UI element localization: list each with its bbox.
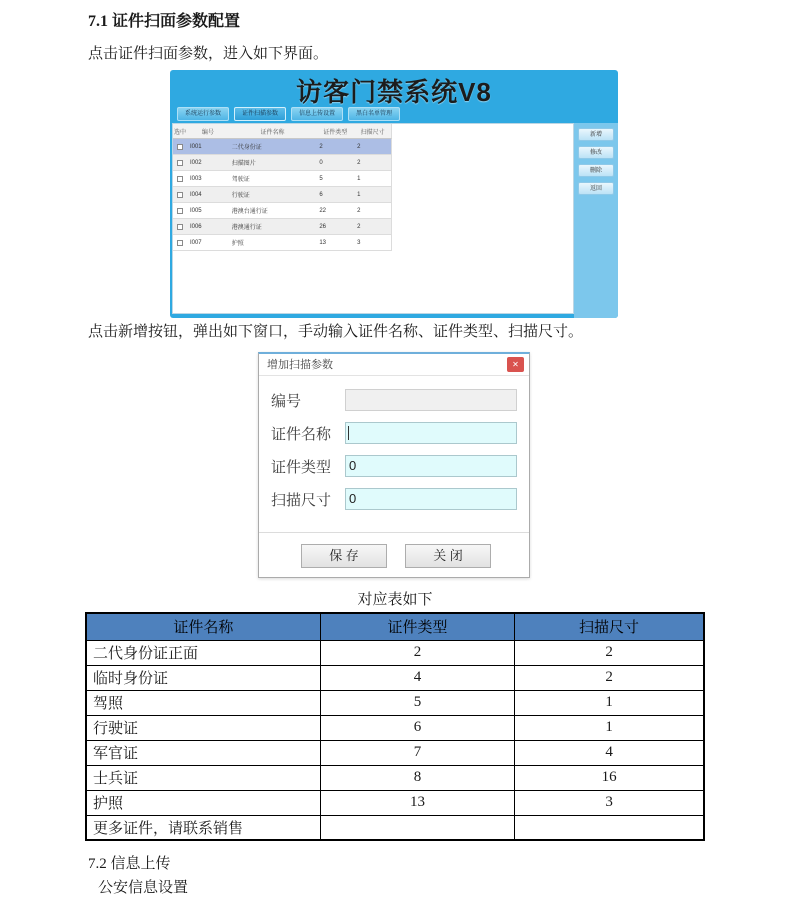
add-button[interactable]: 新增 <box>578 128 614 141</box>
table-row <box>86 665 704 690</box>
id-field <box>345 389 517 411</box>
paragraph-police-info: 公安信息设置 <box>98 880 189 896</box>
add-scan-param-dialog <box>258 352 530 578</box>
cell-name: 港澳台通行证 <box>231 209 268 215</box>
grid-header-id: 编号 <box>201 129 214 136</box>
cell-id: I005 <box>189 207 202 214</box>
dialog-title: 增加扫描参数 <box>267 359 333 371</box>
app-tab-bar <box>177 107 400 121</box>
cell-id: I004 <box>189 191 202 198</box>
cell-type: 0 <box>319 159 323 166</box>
cell-size: 1 <box>357 175 361 182</box>
table-row[interactable] <box>173 155 392 171</box>
cell-scan-size <box>515 815 704 840</box>
col-scan-size: 扫描尺寸 <box>515 613 704 640</box>
row-checkbox[interactable] <box>177 144 183 150</box>
cell-scan-size: 2 <box>515 640 704 665</box>
save-button[interactable]: 保 存 <box>301 544 387 568</box>
cell-type: 6 <box>319 191 323 198</box>
table-row[interactable] <box>173 235 392 251</box>
dialog-title-bar <box>259 354 529 376</box>
cell-cert-name: 行驶证 <box>86 715 320 740</box>
row-checkbox[interactable] <box>177 176 183 182</box>
table-row[interactable] <box>173 187 392 203</box>
cell-cert-type: 6 <box>320 715 514 740</box>
cert-type-table <box>85 612 705 841</box>
app-title: 访客门禁系统V8 <box>296 77 492 107</box>
cell-name: 驾驶证 <box>231 177 250 183</box>
cell-cert-name: 临时身份证 <box>86 665 320 690</box>
table-row[interactable] <box>173 171 392 187</box>
cert-name-field-label: 证件名称 <box>271 425 332 443</box>
scan-size-field[interactable]: 0 <box>345 488 517 510</box>
table-row[interactable] <box>173 219 392 235</box>
cell-type: 2 <box>319 143 323 150</box>
table-row <box>86 790 704 815</box>
cell-cert-type: 13 <box>320 790 514 815</box>
cell-id: I001 <box>189 143 202 150</box>
edit-button[interactable]: 修改 <box>578 146 614 159</box>
text-caret <box>348 426 349 440</box>
cell-type: 22 <box>319 207 327 214</box>
cell-id: I007 <box>189 239 202 246</box>
table-row <box>86 740 704 765</box>
paragraph-intro: 点击证件扫面参数，进入如下界面。 <box>88 46 329 62</box>
cell-cert-name: 士兵证 <box>86 765 320 790</box>
section-heading-7-2: 7.2 信息上传 <box>88 856 171 872</box>
cell-name: 港澳通行证 <box>231 225 262 231</box>
id-field-label: 编号 <box>271 392 302 410</box>
cell-cert-type: 2 <box>320 640 514 665</box>
col-cert-name: 证件名称 <box>86 613 320 640</box>
cell-scan-size: 16 <box>515 765 704 790</box>
cert-type-field[interactable]: 0 <box>345 455 517 477</box>
cell-size: 3 <box>357 239 361 246</box>
cell-cert-type: 8 <box>320 765 514 790</box>
cell-scan-size: 2 <box>515 665 704 690</box>
cell-type: 26 <box>319 223 327 230</box>
section-heading-7-1: 7.1 证件扫面参数配置 <box>88 13 241 30</box>
row-checkbox[interactable] <box>177 240 183 246</box>
cert-type-field-label: 证件类型 <box>271 458 332 476</box>
cell-id: I002 <box>189 159 202 166</box>
scan-size-field-label: 扫描尺寸 <box>271 491 332 509</box>
close-icon[interactable]: ✕ <box>507 357 524 372</box>
cell-scan-size: 4 <box>515 740 704 765</box>
row-checkbox[interactable] <box>177 160 183 166</box>
cell-cert-type: 4 <box>320 665 514 690</box>
cell-scan-size: 3 <box>515 790 704 815</box>
tab-system-params[interactable]: 系统运行参数 <box>177 107 229 121</box>
cell-cert-type <box>320 815 514 840</box>
table-row <box>86 715 704 740</box>
cell-scan-size: 1 <box>515 715 704 740</box>
table-row <box>86 815 704 840</box>
app-side-panel <box>574 123 618 318</box>
table-row <box>86 690 704 715</box>
cell-cert-name: 驾照 <box>86 690 320 715</box>
cert-name-field[interactable] <box>345 422 517 444</box>
tab-blacklist[interactable]: 黑白名单管理 <box>348 107 400 121</box>
tab-upload-settings[interactable]: 信息上传设置 <box>291 107 343 121</box>
table-row[interactable] <box>173 139 392 155</box>
cell-cert-name: 军官证 <box>86 740 320 765</box>
row-checkbox[interactable] <box>177 224 183 230</box>
row-checkbox[interactable] <box>177 192 183 198</box>
cell-name: 二代身份证 <box>231 145 262 151</box>
cell-size: 2 <box>357 223 361 230</box>
grid-header-type: 证件类型 <box>323 129 348 136</box>
cell-type: 13 <box>319 239 327 246</box>
delete-button[interactable]: 删除 <box>578 164 614 177</box>
cell-cert-name: 更多证件，请联系销售 <box>86 815 320 840</box>
cell-scan-size: 1 <box>515 690 704 715</box>
tab-scan-params[interactable]: 证件扫描参数 <box>234 107 286 121</box>
grid-header-name: 证件名称 <box>260 129 285 136</box>
dialog-divider <box>259 532 529 533</box>
cell-id: I006 <box>189 223 202 230</box>
cell-id: I003 <box>189 175 202 182</box>
cell-size: 2 <box>357 143 361 150</box>
close-button[interactable]: 关 闭 <box>405 544 491 568</box>
row-checkbox[interactable] <box>177 208 183 214</box>
col-cert-type: 证件类型 <box>320 613 514 640</box>
cell-type: 5 <box>319 175 323 182</box>
paragraph-dialog-instructions: 点击新增按钮，弹出如下窗口，手动输入证件名称、证件类型、扫描尺寸。 <box>88 324 584 340</box>
table-header-row <box>86 613 704 640</box>
cell-name: 行驶证 <box>231 193 250 199</box>
cell-size: 1 <box>357 191 361 198</box>
back-button[interactable]: 返回 <box>578 182 614 195</box>
table-row <box>86 640 704 665</box>
cell-cert-name: 护照 <box>86 790 320 815</box>
cell-cert-name: 二代身份证正面 <box>86 640 320 665</box>
cell-cert-type: 5 <box>320 690 514 715</box>
cell-cert-type: 7 <box>320 740 514 765</box>
grid-header-row <box>173 124 392 139</box>
app-screenshot <box>170 70 618 318</box>
table-caption: 对应表如下 <box>357 592 433 608</box>
table-row[interactable] <box>173 203 392 219</box>
grid-header-size: 扫描尺寸 <box>360 129 385 136</box>
app-content-panel <box>172 123 574 314</box>
cell-size: 2 <box>357 207 361 214</box>
cell-size: 2 <box>357 159 361 166</box>
cell-name: 护照 <box>231 241 244 247</box>
scan-params-grid <box>173 124 392 251</box>
cell-name: 扫描图片 <box>231 161 256 167</box>
grid-header-select: 选中 <box>173 129 186 136</box>
table-row <box>86 765 704 790</box>
